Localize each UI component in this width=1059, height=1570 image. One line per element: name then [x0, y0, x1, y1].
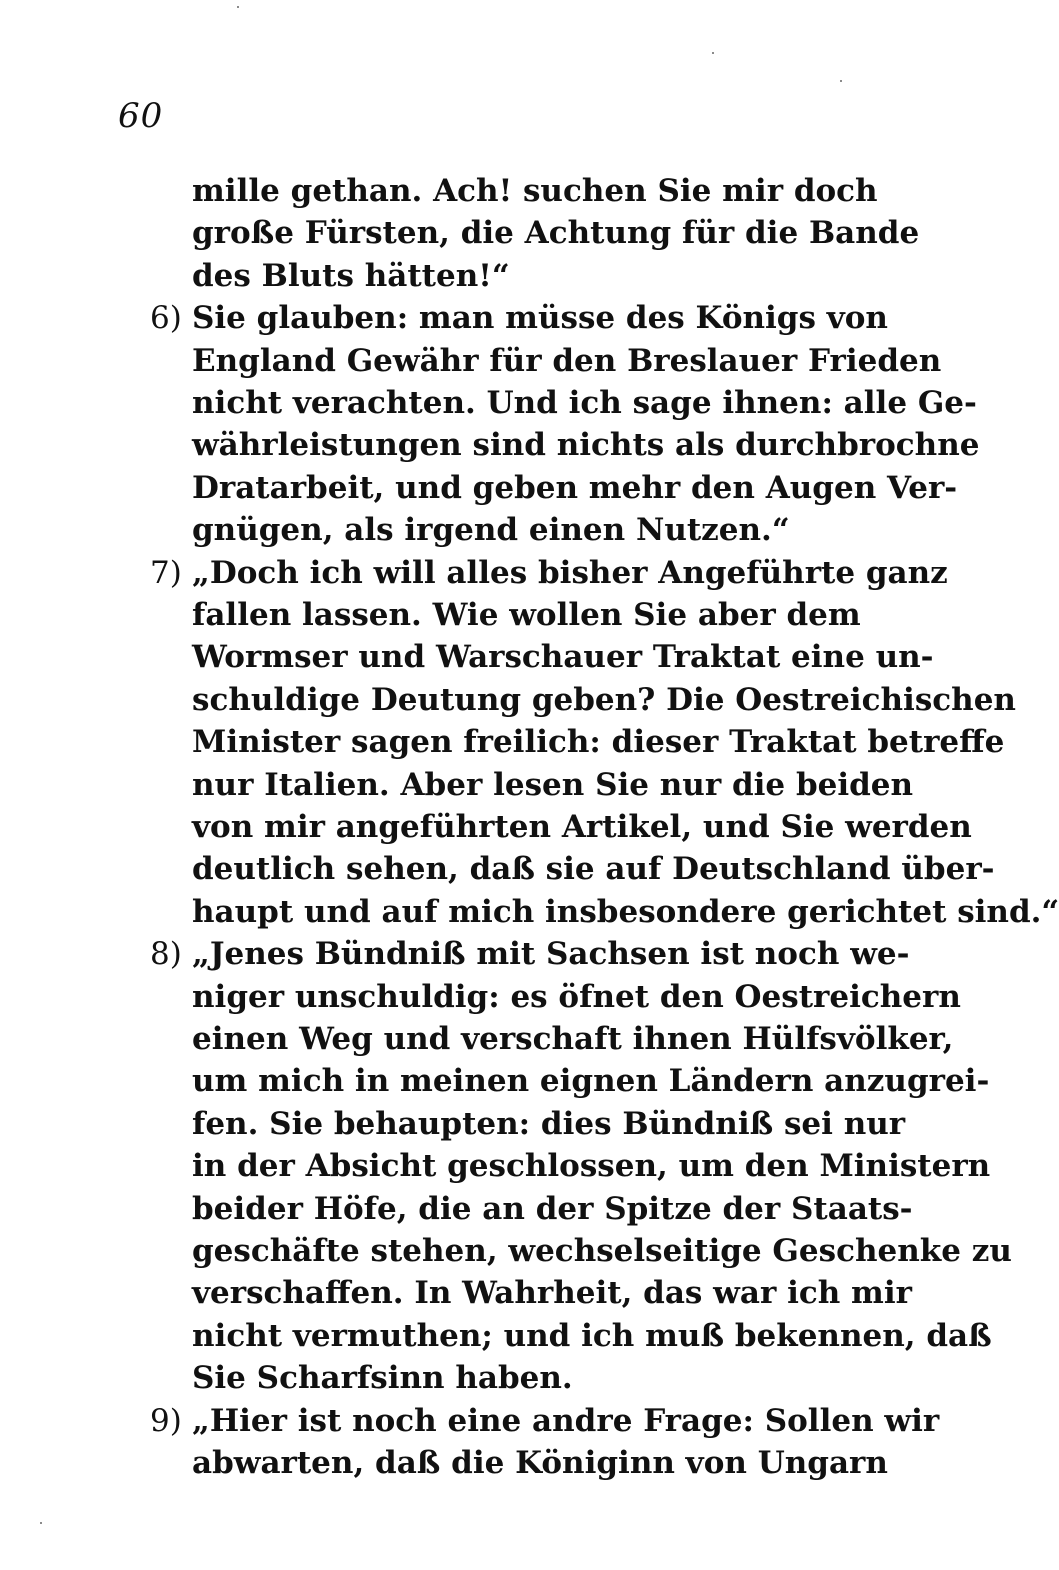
- text-line: einen Weg und verschaft ihnen Hülfsvölker,: [192, 1021, 954, 1057]
- text-line: nur Italien. Aber lesen Sie nur die beiden: [192, 767, 914, 803]
- scan-speck: [712, 52, 714, 54]
- text-line: Sie Scharfsinn haben.: [192, 1360, 573, 1396]
- text-line: große Fürsten, die Achtung für die Bande: [192, 215, 920, 251]
- text-line: fallen lassen. Wie wollen Sie aber dem: [192, 597, 861, 633]
- text-line: verschaffen. In Wahrheit, das war ich mir: [192, 1275, 912, 1311]
- text-line: Wormser und Warschauer Traktat eine un-: [192, 639, 934, 675]
- text-line: gnügen, als irgend einen Nutzen.“: [192, 512, 790, 548]
- text-line: England Gewähr für den Breslauer Frieden: [192, 343, 942, 379]
- text-line: währleistungen sind nichts als durchbrochne: [192, 427, 980, 463]
- text-line: beider Höfe, die an der Spitze der Staats-: [192, 1191, 913, 1227]
- text-line: fen. Sie behaupten: dies Bündniß sei nur: [192, 1106, 906, 1142]
- item-number: 6): [150, 300, 182, 336]
- text-line: in der Absicht geschlossen, um den Ministern: [192, 1148, 991, 1184]
- text-line: von mir angeführten Artikel, und Sie werden: [192, 809, 972, 845]
- item-number: 8): [150, 936, 182, 972]
- scan-speck: [40, 1522, 42, 1524]
- item-number: 9): [150, 1403, 182, 1439]
- text-line: um mich in meinen eignen Ländern anzugrei-: [192, 1063, 990, 1099]
- text-line: mille gethan. Ach! suchen Sie mir doch: [192, 173, 878, 209]
- text-line: „Hier ist noch eine andre Frage: Sollen wir: [192, 1403, 940, 1439]
- text-line: geschäfte stehen, wechselseitige Geschenke zu: [192, 1233, 1012, 1269]
- page-number: 60: [118, 96, 164, 136]
- text-line: Minister sagen freilich: dieser Traktat betreffe: [192, 724, 1005, 760]
- text-line: nicht vermuthen; und ich muß bekennen, daß: [192, 1318, 992, 1354]
- text-line: deutlich sehen, daß sie auf Deutschland über-: [192, 851, 995, 887]
- text-line: „Jenes Bündniß mit Sachsen ist noch we-: [192, 936, 910, 972]
- text-line: schuldige Deutung geben? Die Oestreichischen: [192, 682, 1016, 718]
- text-line: haupt und auf mich insbesondere gerichtet sind.“: [192, 894, 1059, 930]
- item-number: 7): [150, 555, 182, 591]
- text-line: „Doch ich will alles bisher Angeführte ganz: [192, 555, 948, 591]
- text-line: nicht verachten. Und ich sage ihnen: alle Ge-: [192, 385, 977, 421]
- text-line: Sie glauben: man müsse des Königs von: [192, 300, 888, 336]
- text-line: Dratarbeit, und geben mehr den Augen Ver-: [192, 470, 958, 506]
- text-line: des Bluts hätten!“: [192, 258, 510, 294]
- text-line: niger unschuldig: es öfnet den Oestreichern: [192, 979, 961, 1015]
- scan-speck: [237, 6, 239, 8]
- scan-speck: [840, 80, 842, 82]
- text-line: abwarten, daß die Königinn von Ungarn: [192, 1445, 888, 1481]
